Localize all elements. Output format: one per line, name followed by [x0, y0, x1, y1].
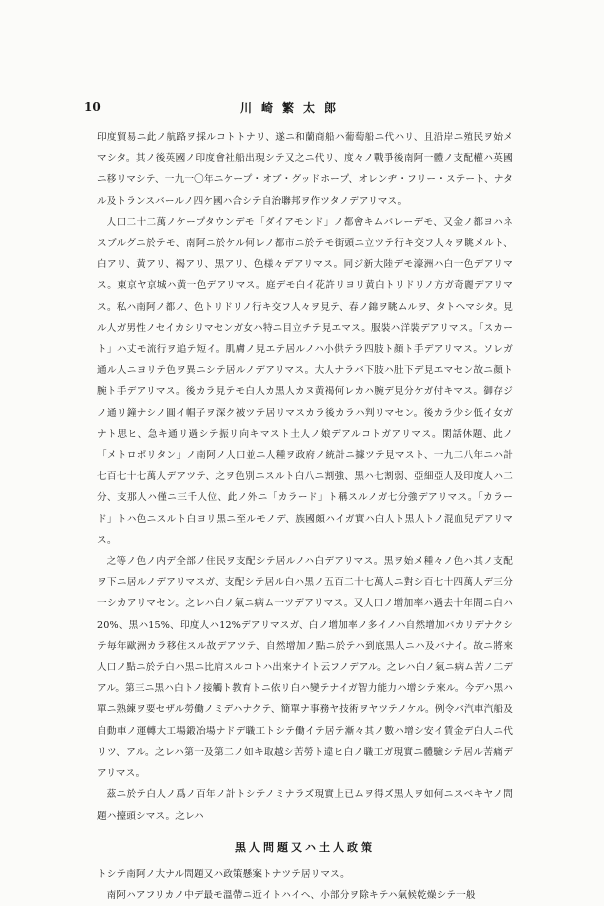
paragraph: 人口二十二萬ノケープタウンデモ「ダイアモンド」ノ都會キムバレーデモ、又金ノ都ヨハネスブルグニ於テモ、南阿ニ於ケル何レノ都市ニ於テモ街頭ニ立ツテ行キ交フ人々ヲ眺メルト、白アリ、黄アリ、褐アリ、黒アリ、色様々デアリマス。同ジ新大陸デモ濠洲ハ白一色デアリマス。東京ヤ京城ハ黄一色デアリマス。庭デモ白イ花許リヨリ黄白トリドリノ方ガ奇麗デアリマス。私ハ南阿ノ都ノ、色トリドリノ行キ交フ人々ヲ見テ、春ノ錦ヲ眺ムルヲ、タトヘマシタ。見ル人ガ男性ノセイカシリマセンガ女ハ特ニ目立チテ見エマス。服裝ハ洋裝デアリマス。「スカート」ハ丈モ流行ヲ追テ短イ。肌膚ノ見エテ居ルノハ小供テラ四肢ト顏ト手デアリマス。ソレガ通ル人ニヨリテ色ヲ異ニシテ居ルノデアリマス。大人ナラバ下肢ハ肚下デ見エマセン故ニ顏ト腕ト手デアリマス。後カラ見テモ白人カ黒人カヌ黄褐何レカハ腕デ見分ケガ付キマス。御存ジノ通リ鐘ナシノ圓イ帽子ヲ深ク被ツテ居リマスカラ後カラハ判リマセン。後カラ少シ低イ女ガナト思ヒ、急キ通リ過シテ振リ向キマスト土人ノ娘デアルコトガアリマス。閑話休題、此ノ「メトロポリタン」ノ南阿ノ人口並ニ人種ヲ政府ノ統計ニ據ツテ見マスト、一九二八年ニハ計七百七十七萬人デアツテ、之ヲ色別ニスルト白八ニ割強、黒ハ七割弱、亞細亞人及印度人ハ二分、支那人ハ僅ニ三千人位、此ノ外ニ「カラード」ト稱スルノガ七分強デアリマス。「カラード」トハ色ニスルト白ヨリ黒ニ至ルモノデ、族國頗ハイガ實ハ白人ト黒人トノ混血兒デアリマス。: [97, 216, 513, 546]
paragraph: 之等ノ色ノ内デ全部ノ住民ヲ支配シテ居ルノハ白デアリマス。黒ヲ始メ種々ノ色ハ其ノ支配ヲ下ニ居ルノデアリマスガ、支配シテ居ル白ハ黒ノ五百二十七萬人ニ對シ百七十四萬人デ三分一シカアリマセン。之レハ白ノ氣ニ病ム一ツデアリマス。又人口ノ增加率ハ過去十年間ニ白ハ20%、黒ハ15%、印度人ハ12%デアリマスガ、白ノ增加率ノ多イノハ自然增加バカリデナクシテ毎年歐洲カラ移住スル故デアツテ、自然增加ノ點ニ於テハ到底黒人ニハ及バナイ。故ニ將來人口ノ點ニ於テ白ハ黒ニ比肩スルコトハ出來ナイト云フノデアル。之レハ白ノ氣ニ病ム苦ノ二デアル。第三ニ黒ハ白トノ接觸ト教育トニ依リ白ハ變テナイガ智力能力ハ增シテ來ル。今デハ黒ハ單ニ熟練ヲ要セザル勞働ノミデハナクテ、簡單ナ事務ヤ技術ヲヤツテノケル。例令バ汽車汽船及自動車ノ運轉大工場鍛冶場ナドデ職工トシテ働イテ居テ漸々其ノ數ハ增シ安イ賃金デ白人ニ代リツ、アル。之レハ第一及第二ノ如キ取越シ苦勞ト違ヒ白ノ職工ガ現實ニ體驗シテ居ル苦痛デアリマス。: [97, 556, 513, 780]
paragraph: トシテ南阿ノ大ナル問題又ハ政策懸案トナツテ居リマス。: [97, 868, 350, 880]
paragraph: 南阿ハアフリカノ中デ最モ溫帶ニ近イトハイヘ、小部分ヲ除キテハ氣候乾燥シテ一般: [106, 890, 476, 902]
body-text: [97, 127, 513, 906]
running-header: 川崎繁太郎: [240, 101, 346, 115]
page-number: 10: [84, 100, 101, 114]
section-heading: 黒人問題又ハ土人政策: [235, 840, 375, 854]
paragraph: 茲ニ於テ白人ノ爲ノ百年ノ計トシテノミナラズ現實上已ムヲ得ズ黒人ヲ如何ニスベキヤノ問題ハ擡頭シマス。之レハ: [97, 789, 513, 822]
paragraph: 印度貿易ニ此ノ航路ヲ採ルコトトナリ、遂ニ和蘭商船ハ葡萄船ニ代ハリ、且沿岸ニ殖民ヲ始メマシタ。其ノ後英國ノ印度會社船出現シテ又之ニ代リ、度々ノ戰爭後南阿一體ノ支配權ハ英國ニ移リマシテ、一九一〇年ニケープ・オブ・グッドホープ、オレンヂ・フリー・ステート、ナタル及トランスバールノ四ケ國ハ合シテ自治聯邦ヲ作ツタノデアリマス。: [97, 132, 513, 207]
